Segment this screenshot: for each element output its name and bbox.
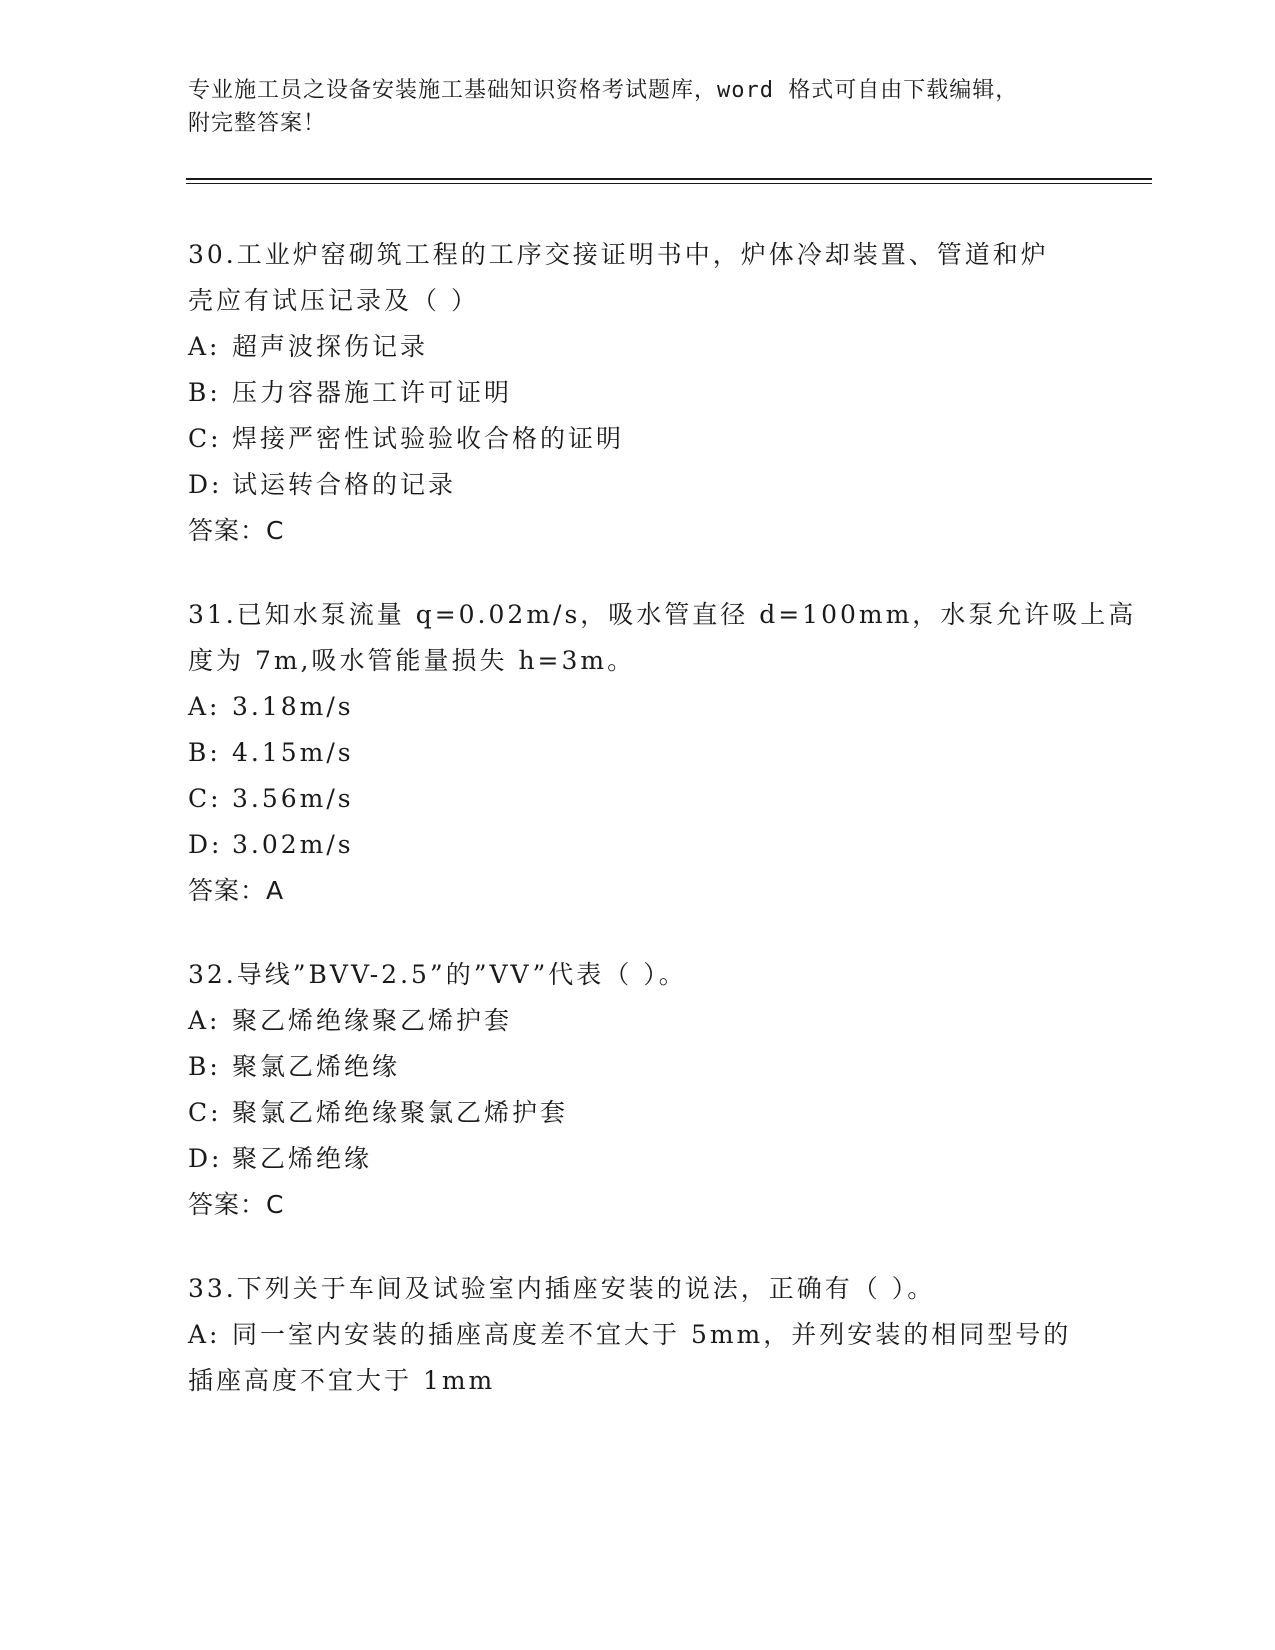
option-text: 3.02m/s xyxy=(232,830,354,859)
option-text-continuation: 插座高度不宜大于 1mm xyxy=(188,1366,496,1395)
option-a xyxy=(188,324,1088,370)
option-letter: A: xyxy=(188,1320,221,1349)
option-text: 聚乙烯绝缘聚乙烯护套 xyxy=(232,1006,513,1035)
option-text: 3.56m/s xyxy=(232,784,354,813)
question-text-line: 度为 7m,吸水管能量损失 h=3m。 xyxy=(188,646,636,675)
option-letter: B: xyxy=(188,378,221,407)
question-list xyxy=(188,232,1137,1442)
question-31 xyxy=(188,592,1137,914)
option-text: 焊接严密性试验验收合格的证明 xyxy=(232,424,625,453)
question-text-line: 32.导线”BVV-2.5”的”VV”代表（ ）。 xyxy=(188,960,687,989)
question-text-line: 30.工业炉窑砌筑工程的工序交接证明书中，炉体冷却装置、管道和炉 xyxy=(188,240,1049,269)
option-d xyxy=(188,822,1088,868)
option-d xyxy=(188,462,1088,508)
option-text: 同一室内安装的插座高度差不宜大于 5mm，并列安装的相同型号的 xyxy=(232,1320,1072,1349)
question-text-line: 31.已知水泵流量 q=0.02m/s，吸水管直径 d=100mm，水泵允许吸上高 xyxy=(188,600,1137,629)
answer-label: 答案：C xyxy=(188,516,285,545)
option-letter: B: xyxy=(188,738,221,767)
question-33 xyxy=(188,1266,1088,1404)
header-divider-thick xyxy=(186,178,1152,180)
option-letter: A: xyxy=(188,332,221,361)
option-b xyxy=(188,730,1088,776)
option-a xyxy=(188,684,1088,730)
option-text: 压力容器施工许可证明 xyxy=(232,378,513,407)
option-letter: C: xyxy=(188,424,222,453)
header-line-1: 专业施工员之设备安装施工基础知识资格考试题库，word 格式可自由下载编辑， xyxy=(188,78,1019,103)
option-a xyxy=(188,1312,1088,1358)
question-30 xyxy=(188,232,1088,554)
question-32 xyxy=(188,952,1088,1228)
option-letter: D: xyxy=(188,830,223,859)
option-letter: C: xyxy=(188,784,222,813)
option-text: 聚乙烯绝缘 xyxy=(232,1144,373,1173)
option-b xyxy=(188,1044,1088,1090)
option-c xyxy=(188,1090,1088,1136)
option-letter: A: xyxy=(188,692,221,721)
option-c xyxy=(188,416,1088,462)
header-divider-thin xyxy=(186,183,1152,184)
option-letter: B: xyxy=(188,1052,221,1081)
header-line-2: 附完整答案！ xyxy=(188,111,327,136)
option-letter: C: xyxy=(188,1098,222,1127)
answer-label: 答案：A xyxy=(188,876,285,905)
option-d xyxy=(188,1136,1088,1182)
document-header xyxy=(188,74,1088,140)
option-letter: D: xyxy=(188,1144,223,1173)
option-letter: A: xyxy=(188,1006,221,1035)
option-text: 4.15m/s xyxy=(232,738,354,767)
option-text: 聚氯乙烯绝缘 xyxy=(232,1052,401,1081)
question-text-line: 壳应有试压记录及（ ） xyxy=(188,286,479,315)
option-c xyxy=(188,776,1088,822)
option-text: 3.18m/s xyxy=(232,692,354,721)
option-text: 超声波探伤记录 xyxy=(232,332,429,361)
answer-label: 答案：C xyxy=(188,1190,285,1219)
option-b xyxy=(188,370,1088,416)
question-text-line: 33.下列关于车间及试验室内插座安装的说法，正确有（ ）。 xyxy=(188,1274,936,1303)
option-text: 聚氯乙烯绝缘聚氯乙烯护套 xyxy=(232,1098,569,1127)
option-a xyxy=(188,998,1088,1044)
option-letter: D: xyxy=(188,470,223,499)
option-text: 试运转合格的记录 xyxy=(232,470,457,499)
